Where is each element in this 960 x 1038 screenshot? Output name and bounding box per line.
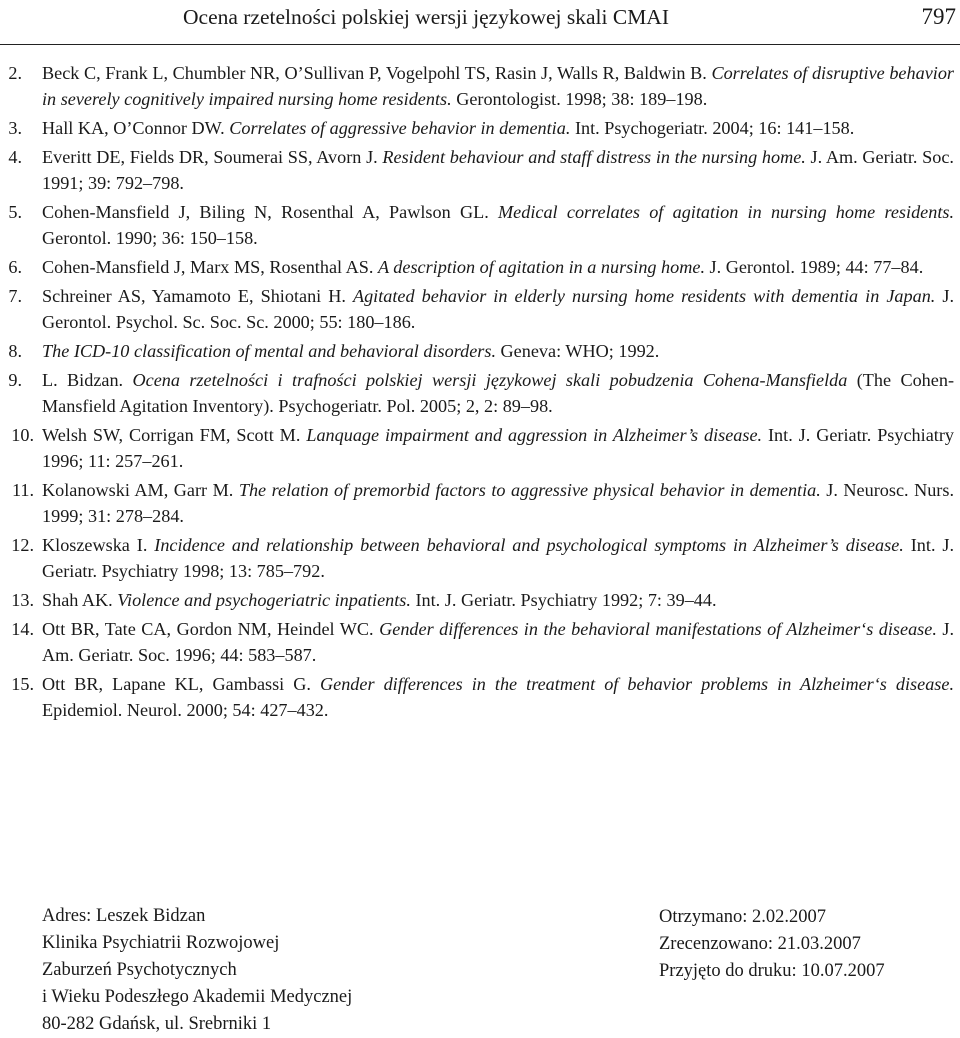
reference-authors: Shah AK. — [42, 590, 118, 610]
reference-item — [0, 367, 960, 419]
reference-source: Gerontol. 1990; 36: 150–158. — [42, 228, 258, 248]
reference-title: Resident behaviour and staff distress in the nursing home. — [382, 147, 806, 167]
reference-source: J. Am. Geriatr. Soc. 1991; 39: 792–798. — [42, 147, 954, 193]
reference-authors: Everitt DE, Fields DR, Soumerai SS, Avorn J. — [42, 147, 383, 167]
page-number: 797 — [921, 4, 956, 29]
reference-item — [0, 115, 960, 141]
reference-item — [0, 144, 960, 196]
reference-number: 8. — [8, 341, 22, 361]
page-header — [0, 0, 960, 46]
accepted-date: Przyjęto do druku: 10.07.2007 — [659, 961, 885, 981]
reference-source: Int. J. Geriatr. Psychiatry 1996; 11: 257–261. — [42, 425, 954, 471]
reference-number: 10. — [11, 425, 34, 445]
header-divider — [0, 44, 960, 45]
reference-title: Correlates of disruptive behavior in severely cognitively impaired nursing home residents. — [42, 63, 954, 109]
reference-title: Ocena rzetelności i trafności polskiej wersji językowej skali pobudzenia Cohena-Mansfielda — [132, 370, 848, 390]
reference-source: Int. Psychogeriatr. 2004; 16: 141–158. — [570, 118, 855, 138]
reference-source: Int. J. Geriatr. Psychiatry 1998; 13: 785–792. — [42, 535, 955, 581]
reference-authors: Beck C, Frank L, Chumbler NR, O’Sullivan P, Vogelpohl TS, Rasin J, Walls R, Baldwin B. — [42, 63, 712, 83]
reference-number: 12. — [11, 535, 34, 555]
reference-item — [0, 422, 960, 474]
reference-source: J. Gerontol. Psychol. Sc. Soc. Sc. 2000; 55: 180–186. — [42, 286, 955, 332]
reference-source: Gerontologist. 1998; 38: 189–198. — [451, 89, 708, 109]
address-line: i Wieku Podeszłego Akademii Medycznej — [42, 987, 353, 1007]
reference-title: Correlates of aggressive behavior in dementia. — [229, 118, 571, 138]
reference-list — [0, 60, 960, 726]
reference-source: J. Neurosc. Nurs. 1999; 31: 278–284. — [42, 480, 954, 526]
running-title: Ocena rzetelności polskiej wersji językowej skali CMAI — [183, 5, 669, 29]
reference-title: The relation of premorbid factors to aggressive physical behavior in dementia. — [238, 480, 821, 500]
reference-item — [0, 477, 960, 529]
reference-title: Incidence and relationship between behavioral and psychological symptoms in Alzheimer’s disease. — [154, 535, 904, 555]
reference-number: 7. — [8, 286, 22, 306]
reference-number: 13. — [11, 590, 34, 610]
received-date: Otrzymano: 2.02.2007 — [659, 907, 826, 927]
reference-title: Medical correlates of agitation in nursing home residents. — [498, 202, 955, 222]
reference-number: 11. — [11, 480, 34, 500]
reference-item — [0, 283, 960, 335]
reference-authors: Cohen-Mansfield J, Marx MS, Rosenthal AS. — [42, 257, 378, 277]
reference-number: 3. — [8, 118, 22, 138]
reviewed-date: Zrecenzowano: 21.03.2007 — [659, 934, 861, 954]
reference-source: Epidemiol. Neurol. 2000; 54: 427–432. — [42, 700, 329, 720]
reference-item — [0, 199, 960, 251]
correspondence-address — [42, 903, 352, 1038]
reference-number: 9. — [8, 370, 22, 390]
reference-number: 15. — [11, 674, 34, 694]
reference-number: 4. — [8, 147, 22, 167]
reference-authors: L. Bidzan. — [42, 370, 133, 390]
address-line: Adres: Leszek Bidzan — [42, 906, 206, 926]
reference-number: 14. — [11, 619, 34, 639]
address-line: 80-282 Gdańsk, ul. Srebrniki 1 — [42, 1014, 272, 1034]
reference-title: Lanquage impairment and aggression in Alzheimer’s disease. — [306, 425, 763, 445]
reference-title: Violence and psychogeriatric inpatients. — [117, 590, 411, 610]
address-line: Klinika Psychiatrii Rozwojowej — [42, 933, 280, 953]
reference-source: J. Am. Geriatr. Soc. 1996; 44: 583–587. — [42, 619, 955, 665]
reference-item — [0, 671, 960, 723]
reference-item — [0, 60, 960, 112]
reference-source: (The Cohen-Mansfield Agitation Inventory). Psychogeriatr. Pol. 2005; 2, 2: 89–98. — [42, 370, 954, 416]
reference-item — [0, 254, 960, 280]
reference-title: Gender differences in the treatment of behavior problems in Alzheimer‘s disease. — [319, 674, 954, 694]
reference-item — [0, 338, 960, 364]
reference-source: Int. J. Geriatr. Psychiatry 1992; 7: 39–44. — [410, 590, 717, 610]
reference-item — [0, 532, 960, 584]
reference-number: 6. — [8, 257, 22, 277]
reference-title: Gender differences in the behavioral manifestations of Alzheimer‘s disease. — [379, 619, 937, 639]
reference-source: Geneva: WHO; 1992. — [496, 341, 660, 361]
reference-item — [0, 616, 960, 668]
reference-authors: Ott BR, Lapane KL, Gambassi G. — [42, 674, 320, 694]
article-dates — [659, 904, 885, 985]
reference-title: The ICD-10 classification of mental and behavioral disorders. — [42, 341, 496, 361]
reference-authors: Cohen-Mansfield J, Biling N, Rosenthal A, Pawlson GL. — [42, 202, 499, 222]
reference-title: Agitated behavior in elderly nursing home residents with dementia in Japan. — [352, 286, 936, 306]
reference-authors: Welsh SW, Corrigan FM, Scott M. — [42, 425, 307, 445]
address-line: Zaburzeń Psychotycznych — [42, 960, 237, 980]
reference-authors: Ott BR, Tate CA, Gordon NM, Heindel WC. — [42, 619, 380, 639]
reference-number: 5. — [8, 202, 22, 222]
reference-item — [0, 587, 960, 613]
reference-title: A description of agitation in a nursing home. — [377, 257, 705, 277]
reference-authors: Kloszewska I. — [42, 535, 155, 555]
reference-source: J. Gerontol. 1989; 44: 77–84. — [705, 257, 924, 277]
reference-number: 2. — [8, 63, 22, 83]
reference-authors: Hall KA, O’Connor DW. — [42, 118, 230, 138]
reference-authors: Kolanowski AM, Garr M. — [42, 480, 239, 500]
reference-authors: Schreiner AS, Yamamoto E, Shiotani H. — [42, 286, 353, 306]
